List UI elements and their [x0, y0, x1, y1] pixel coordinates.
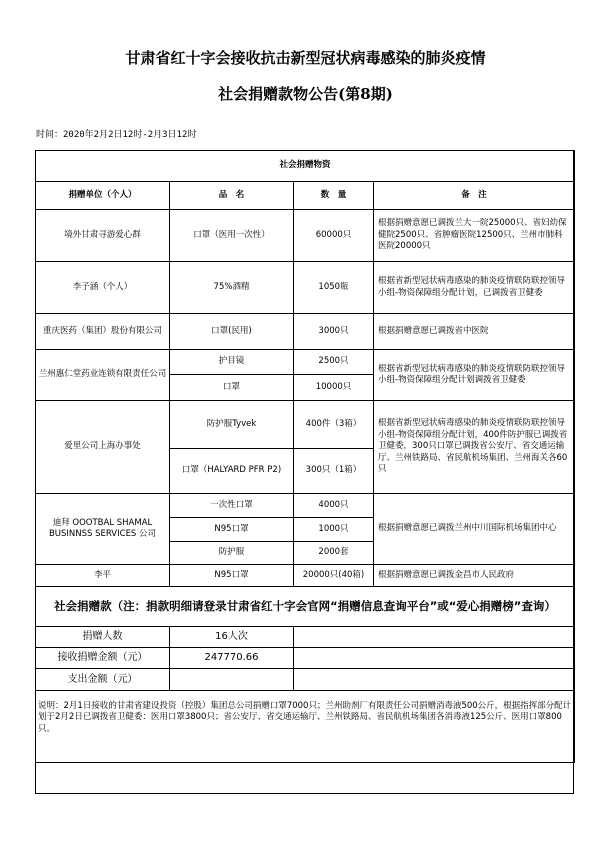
item-cell: N95口罩: [170, 518, 294, 542]
donor-cell: 李子涵（个人）: [36, 262, 170, 314]
qty-cell: 2000套: [294, 542, 374, 565]
item-cell: 一次性口罩: [170, 494, 294, 518]
donor-cell: 重庆医药（集团）股份有限公司: [36, 314, 170, 350]
donor-cell: 境外甘肃寻游爱心群: [36, 210, 170, 262]
item-cell: 口罩: [170, 375, 294, 401]
donor-cell: 爱里公司上海办事处: [36, 401, 170, 494]
header-item: 品 名: [170, 182, 294, 210]
donor-cell: 李平: [36, 565, 170, 587]
qty-cell: 1000只: [294, 518, 374, 542]
table-row: [36, 565, 575, 587]
table-row: [36, 314, 575, 350]
item-cell: 护目镜: [170, 350, 294, 375]
header-row: [36, 182, 575, 210]
donor-cell: 兰州惠仁堂药业连锁有限责任公司: [36, 350, 170, 401]
item-cell: N95口罩: [170, 565, 294, 587]
money-section-title: 社会捐赠款（注：捐款明细请登录甘肃省红十字会官网“捐赠信息查询平台”或“爱心捐赠榜”查询）: [36, 587, 575, 627]
received-value: 247770.66: [170, 648, 294, 669]
qty-cell: 10000只: [294, 375, 374, 401]
qty-cell: 3000只: [294, 314, 374, 350]
table-row: [36, 262, 575, 314]
item-cell: 防护服: [170, 542, 294, 565]
donation-table: [35, 150, 575, 763]
note-cell: 根据捐赠意愿已调拨兰大一院25000只、省妇幼保健院2500只、省肿瘤医院12500只、兰州市肺科医院20000只: [374, 210, 575, 262]
header-qty: 数 量: [294, 182, 374, 210]
donor-cell: 迪拜 OOOTBAL SHAMAL BUSINNSS SERVICES 公司: [36, 494, 170, 565]
announcement-title-line1: 甘肃省红十字会接收抗击新型冠状病毒感染的肺炎疫情: [125, 49, 486, 67]
spent-value: [170, 669, 294, 691]
table-row: [36, 669, 575, 691]
item-cell: 口罩(民用): [170, 314, 294, 350]
qty-cell: 4000只: [294, 494, 374, 518]
donors-value: 16人次: [170, 627, 294, 648]
materials-section-title: 社会捐赠物资: [36, 151, 575, 182]
item-cell: 75%酒精: [170, 262, 294, 314]
qty-cell: 20000只(40箱): [294, 565, 374, 587]
table-row: [36, 350, 575, 375]
note-cell: 根据省新型冠状病毒感染的肺炎疫情联防联控领导小组-物资保障组分配计划，已调拨省卫健委: [374, 262, 575, 314]
table-row: [36, 210, 575, 262]
note-cell: 根据捐赠意愿已调拨金昌市人民政府: [374, 565, 575, 587]
qty-cell: 2500只: [294, 350, 374, 375]
note-cell: 根据省新型冠状病毒感染的肺炎疫情联防联控领导小组-物资保障组分配计划调拨省卫健委: [374, 350, 575, 401]
note-cell: 根据省新型冠状病毒感染的肺炎疫情联防联控领导小组-物资保障组分配计划，400件防护服已调拨省卫健委，300只口罩已调拨省公安厅、省交通运输厅、兰州铁路局、省民航机场集团、兰州海关各60只: [374, 401, 575, 494]
note-cell: 根据捐赠意愿已调拨兰州中川国际机场集团中心: [374, 494, 575, 565]
footnote-row: [36, 691, 575, 763]
item-cell: 防护服Tyvek: [170, 401, 294, 449]
table-row: [36, 648, 575, 669]
footnote: 说明：2月1日接收的甘肃省建设投资（控股）集团总公司捐赠口罩7000只；兰州助剂厂有限责任公司捐赠消毒液500公斤，根据指挥部分配计划于2月2日已调拨省卫健委：医用口罩3800只；省公安厅、省交通运输厅、兰州铁路局、省民航机场集团各消毒液125公斤、医用口罩800只。: [36, 691, 575, 763]
table-row: [36, 494, 575, 518]
donors-label: 捐赠人数: [36, 627, 170, 648]
header-donor: 捐赠单位（个人）: [36, 182, 170, 210]
qty-cell: 400件（3箱）: [294, 401, 374, 449]
empty-cell: [294, 648, 575, 669]
table-row: [36, 401, 575, 449]
spent-label: 支出金额（元）: [36, 669, 170, 691]
table-row: [36, 627, 575, 648]
qty-cell: 60000只: [294, 210, 374, 262]
time-range: 时间：2020年2月2日12时-2月3日12时: [36, 130, 197, 140]
materials-section-row: [36, 151, 575, 182]
empty-cell: [294, 627, 575, 648]
note-cell: 根据捐赠意愿已调拨省中医院: [374, 314, 575, 350]
qty-cell: 1050瓶: [294, 262, 374, 314]
item-cell: 口罩（HALYARD PFR P2): [170, 449, 294, 494]
money-section-row: [36, 587, 575, 627]
empty-cell: [294, 669, 575, 691]
received-label: 接收捐赠金额（元）: [36, 648, 170, 669]
announcement-title-line2: 社会捐赠款物公告(第8期): [218, 85, 393, 103]
header-note: 备 注: [374, 182, 575, 210]
qty-cell: 300只（1箱）: [294, 449, 374, 494]
item-cell: 口罩（医用一次性）: [170, 210, 294, 262]
